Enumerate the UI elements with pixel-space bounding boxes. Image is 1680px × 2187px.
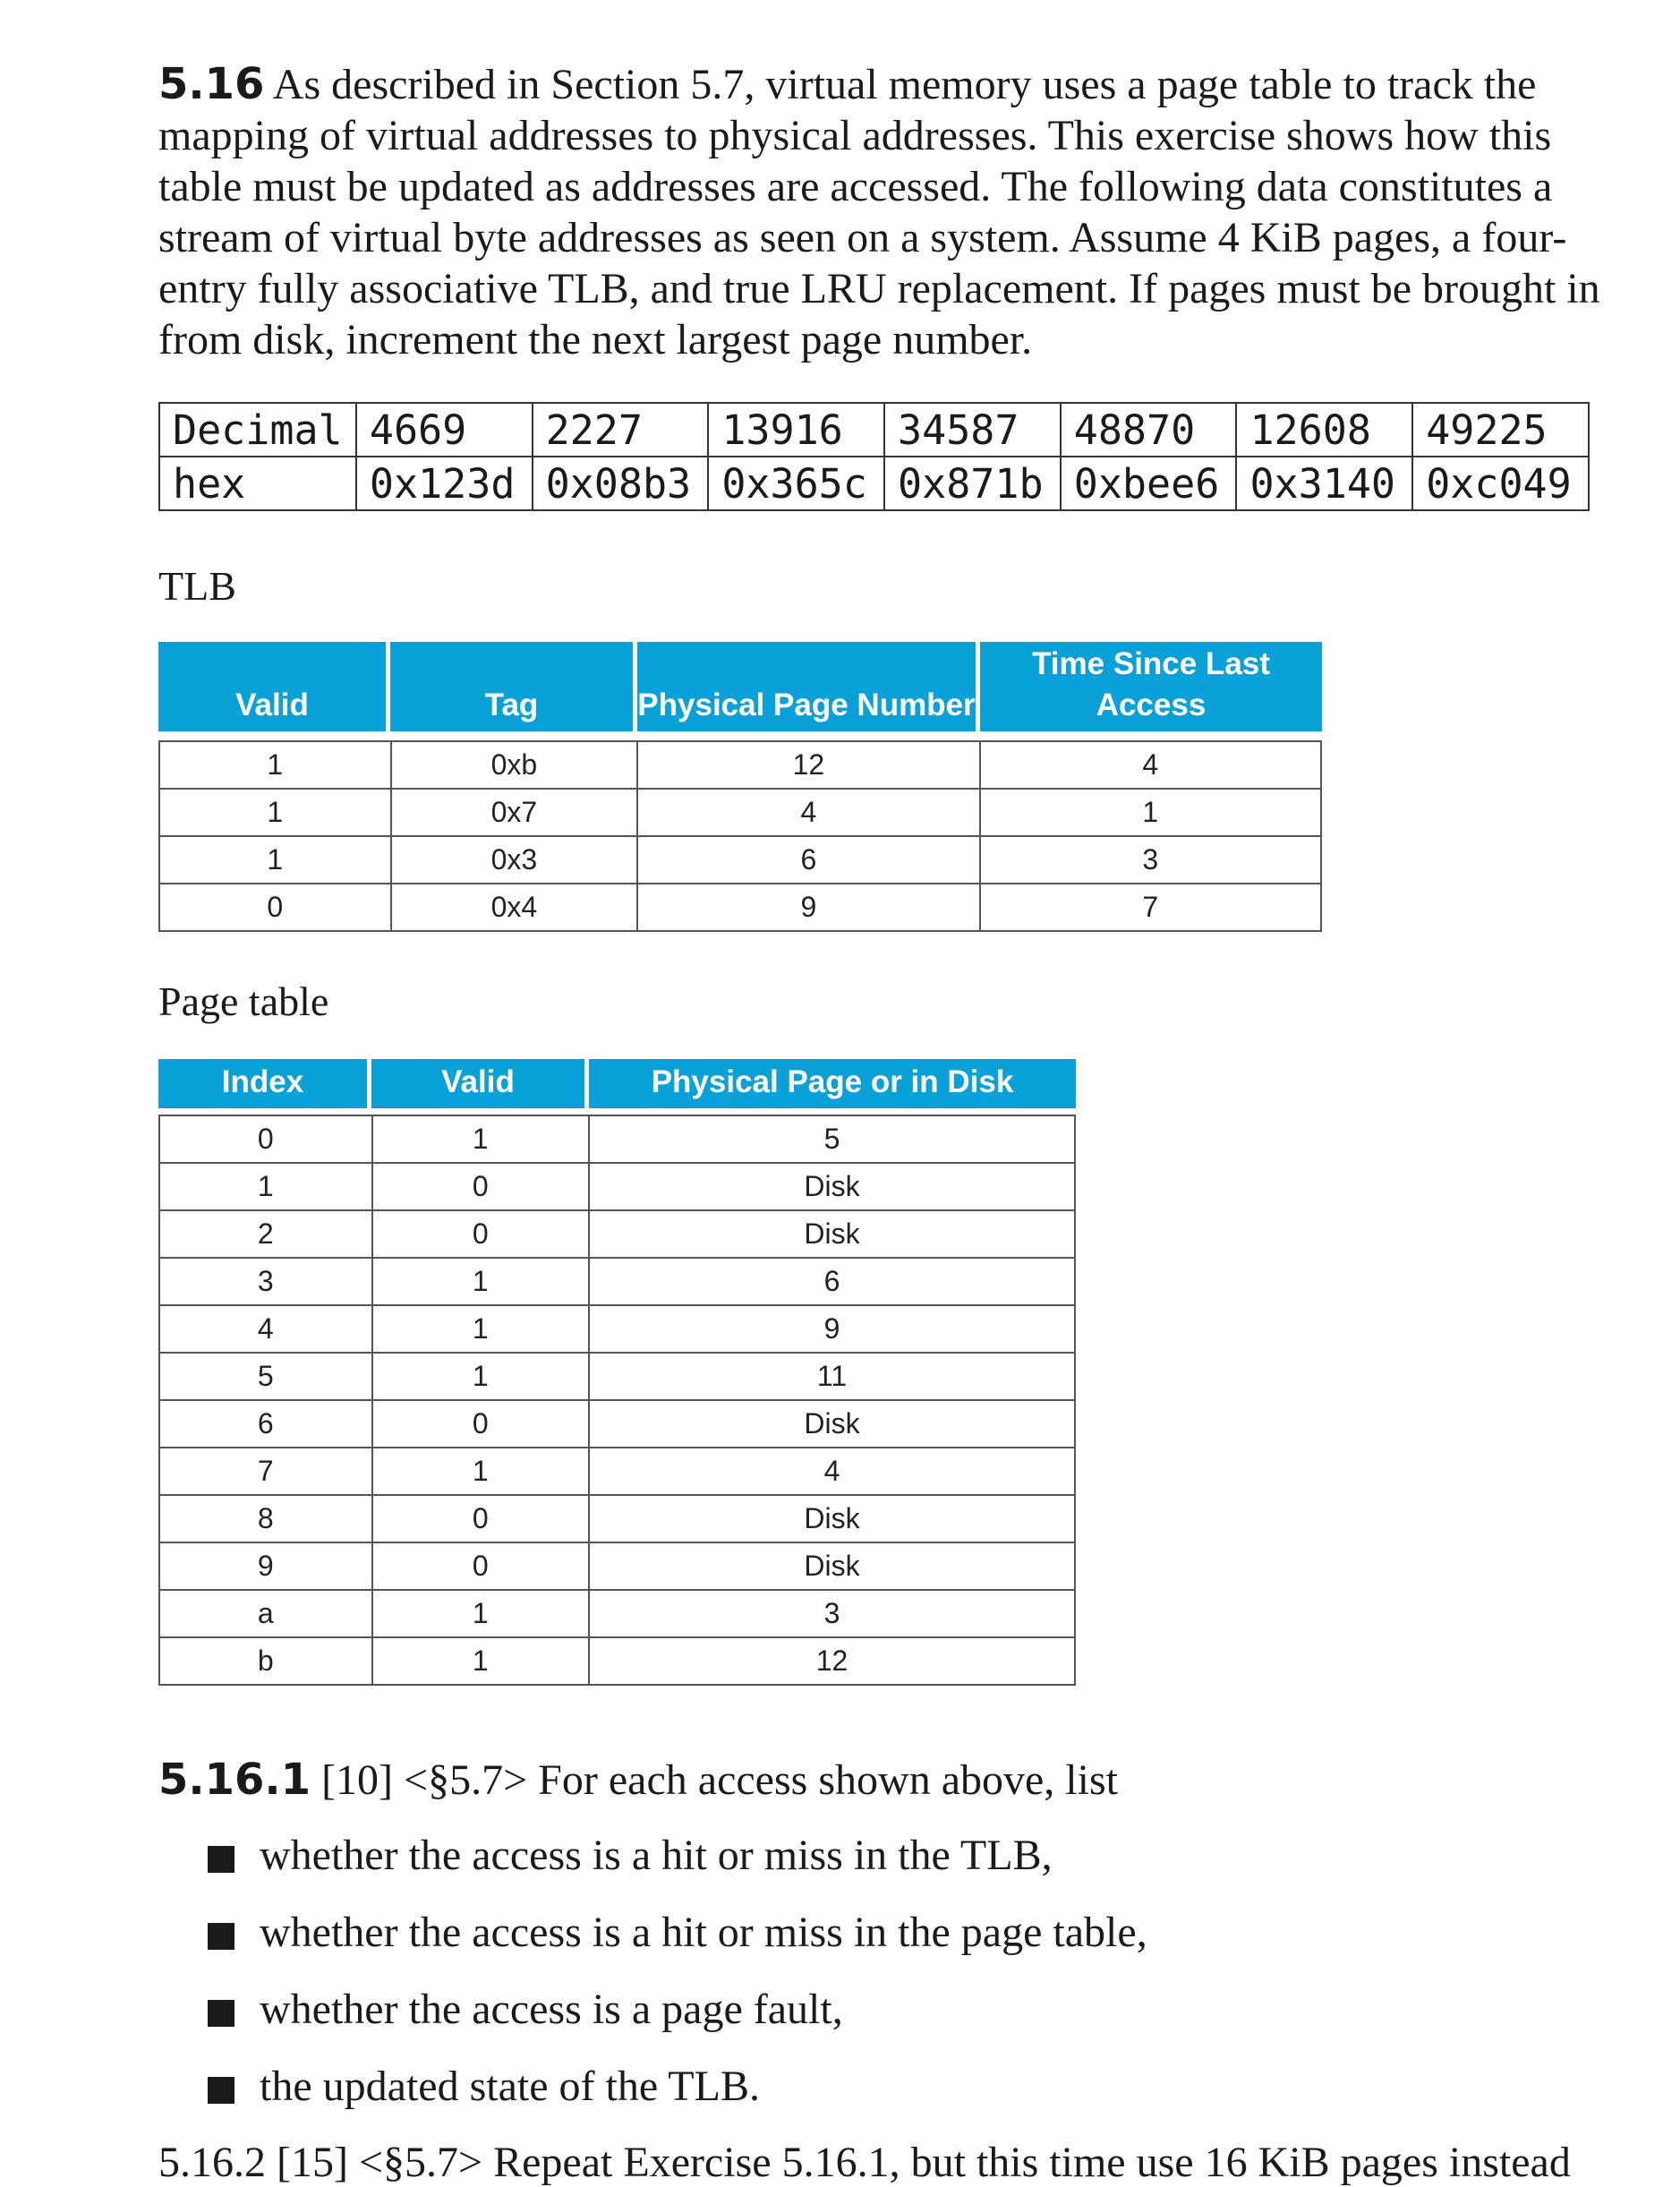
para-line-3: table must be updated as addresses are accessed. The following data constitutes a: [158, 163, 1553, 210]
para-line-2: mapping of virtual addresses to physical addresses. This exercise shows how this: [158, 112, 1552, 159]
pt-cell: 1: [372, 1305, 590, 1353]
table-row: [159, 836, 1321, 884]
tlb-cell: 7: [980, 884, 1321, 931]
list-item: the updated state of the TLB.: [208, 2062, 1147, 2139]
bullet-list: [208, 1831, 1147, 2139]
tlb-cell: 0x7: [391, 789, 638, 836]
pt-cell: 0: [372, 1542, 590, 1590]
pt-cell: 3: [159, 1258, 372, 1305]
pt-cell: 5: [589, 1115, 1075, 1163]
list-item: whether the access is a hit or miss in the TLB,: [208, 1831, 1147, 1908]
table-row: [159, 884, 1321, 931]
subquestion-text: [10] <§5.7> For each access shown above, list: [311, 1756, 1118, 1804]
tlb-header-tag: Tag: [390, 642, 637, 731]
table-row: [159, 1305, 1075, 1353]
address-cell: 0xc049: [1412, 457, 1589, 510]
tlb-header-valid: Valid: [158, 642, 390, 731]
pt-cell: 0: [372, 1495, 590, 1542]
tlb-label: TLB: [158, 563, 236, 609]
pt-cell: Disk: [589, 1163, 1075, 1210]
table-row: [159, 1590, 1075, 1637]
tlb-cell: 0xb: [391, 741, 638, 789]
tlb-body: [158, 740, 1322, 932]
pt-cell: a: [159, 1590, 372, 1637]
table-row: [159, 1210, 1075, 1258]
pt-cell: Disk: [589, 1210, 1075, 1258]
pt-cell: 3: [589, 1590, 1075, 1637]
pt-cell: 1: [372, 1258, 590, 1305]
table-row: [159, 789, 1321, 836]
exercise-paragraph: [158, 59, 1680, 365]
address-cell: 0x871b: [884, 457, 1061, 510]
tlb-cell: 9: [637, 884, 979, 931]
address-cell: 12608: [1236, 403, 1412, 457]
bullet-square-icon: [208, 2077, 235, 2104]
decimal-row: [159, 403, 1589, 457]
address-cell: 0x3140: [1236, 457, 1412, 510]
pt-cell: 4: [159, 1305, 372, 1353]
pt-cell: 4: [589, 1448, 1075, 1495]
pt-cell: 1: [372, 1448, 590, 1495]
pt-cell: 1: [372, 1115, 590, 1163]
tlb-cell: 4: [980, 741, 1321, 789]
address-cell: 2227: [533, 403, 709, 457]
pt-cell: 12: [589, 1637, 1075, 1685]
pt-cell: 6: [159, 1400, 372, 1448]
tlb-cell: 0x3: [391, 836, 638, 884]
table-row: [159, 1495, 1075, 1542]
pt-cell: 11: [589, 1353, 1075, 1400]
table-row: [159, 741, 1321, 789]
para-line-6: from disk, increment the next largest page number.: [158, 316, 1033, 363]
tlb-cell: 1: [159, 836, 391, 884]
tlb-cell: 0x4: [391, 884, 638, 931]
tlb-header: [158, 642, 1322, 731]
table-row: [159, 1400, 1075, 1448]
pt-cell: 1: [159, 1163, 372, 1210]
table-row: [159, 1163, 1075, 1210]
subquestion: [158, 1755, 1118, 1805]
page-table-label: Page table: [158, 978, 329, 1024]
address-cell: 0x08b3: [533, 457, 709, 510]
pt-cell: Disk: [589, 1542, 1075, 1590]
pt-header-index: Index: [158, 1059, 371, 1108]
para-line-4: stream of virtual byte addresses as seen on a system. Assume 4 KiB pages, a four-: [158, 214, 1567, 261]
hex-label: hex: [159, 457, 356, 510]
table-row: [159, 1115, 1075, 1163]
list-item: whether the access is a hit or miss in the page table,: [208, 1908, 1147, 1985]
pt-cell: 9: [159, 1542, 372, 1590]
pt-cell: 1: [372, 1637, 590, 1685]
address-cell: 34587: [884, 403, 1061, 457]
decimal-label: Decimal: [159, 403, 356, 457]
page-table-body: [158, 1115, 1076, 1686]
address-cell: 13916: [708, 403, 884, 457]
tlb-cell: 12: [637, 741, 979, 789]
pt-cell: 9: [589, 1305, 1075, 1353]
pt-cell: 8: [159, 1495, 372, 1542]
pt-cell: 0: [372, 1400, 590, 1448]
exercise-number: 5.16: [158, 59, 265, 109]
tlb-cell: 3: [980, 836, 1321, 884]
tlb-header-time: Time Since Last Access: [980, 642, 1322, 731]
page-table-header: [158, 1059, 1076, 1108]
pt-cell: 2: [159, 1210, 372, 1258]
tlb-table: [158, 642, 1322, 923]
pt-cell: 7: [159, 1448, 372, 1495]
pt-cell: 6: [589, 1258, 1075, 1305]
pt-cell: b: [159, 1637, 372, 1685]
tlb-cell: 1: [159, 789, 391, 836]
pt-header-physical: Physical Page or in Disk: [589, 1059, 1076, 1108]
tlb-cell: 1: [980, 789, 1321, 836]
table-row: [159, 1258, 1075, 1305]
address-cell: 48870: [1061, 403, 1237, 457]
pt-cell: 5: [159, 1353, 372, 1400]
bullet-square-icon: [208, 1846, 235, 1873]
pt-cell: 0: [159, 1115, 372, 1163]
list-item: whether the access is a page fault,: [208, 1985, 1147, 2062]
pt-cell: 0: [372, 1163, 590, 1210]
next-subquestion-cutoff: 5.16.2 [15] <§5.7> Repeat Exercise 5.16.1, but this time use 16 KiB pages instead: [158, 2139, 1571, 2186]
pt-cell: 1: [372, 1590, 590, 1637]
pt-cell: 0: [372, 1210, 590, 1258]
address-cell: 4669: [356, 403, 533, 457]
hex-row: [159, 457, 1589, 510]
pt-header-valid: Valid: [371, 1059, 589, 1108]
para-line-5: entry fully associative TLB, and true LRU replacement. If pages must be brought in: [158, 265, 1600, 312]
pt-cell: 1: [372, 1353, 590, 1400]
address-cell: 0x365c: [708, 457, 884, 510]
tlb-cell: 1: [159, 741, 391, 789]
table-row: [159, 1637, 1075, 1685]
address-cell: 0xbee6: [1061, 457, 1237, 510]
table-row: [159, 1542, 1075, 1590]
page-table: [158, 1059, 1076, 1677]
para-line-1: 5.16 As described in Section 5.7, virtual memory uses a page table to track the: [158, 59, 1537, 109]
table-row: [159, 1448, 1075, 1495]
address-stream-table: [158, 402, 1590, 511]
subquestion-number: 5.16.1: [158, 1755, 311, 1805]
table-row: [159, 1353, 1075, 1400]
tlb-cell: 6: [637, 836, 979, 884]
bullet-square-icon: [208, 2000, 235, 2027]
tlb-header-ppn: Physical Page Number: [637, 642, 980, 731]
tlb-cell: 0: [159, 884, 391, 931]
pt-cell: Disk: [589, 1400, 1075, 1448]
address-cell: 49225: [1412, 403, 1589, 457]
tlb-cell: 4: [637, 789, 979, 836]
bullet-square-icon: [208, 1923, 235, 1950]
pt-cell: Disk: [589, 1495, 1075, 1542]
address-cell: 0x123d: [356, 457, 533, 510]
